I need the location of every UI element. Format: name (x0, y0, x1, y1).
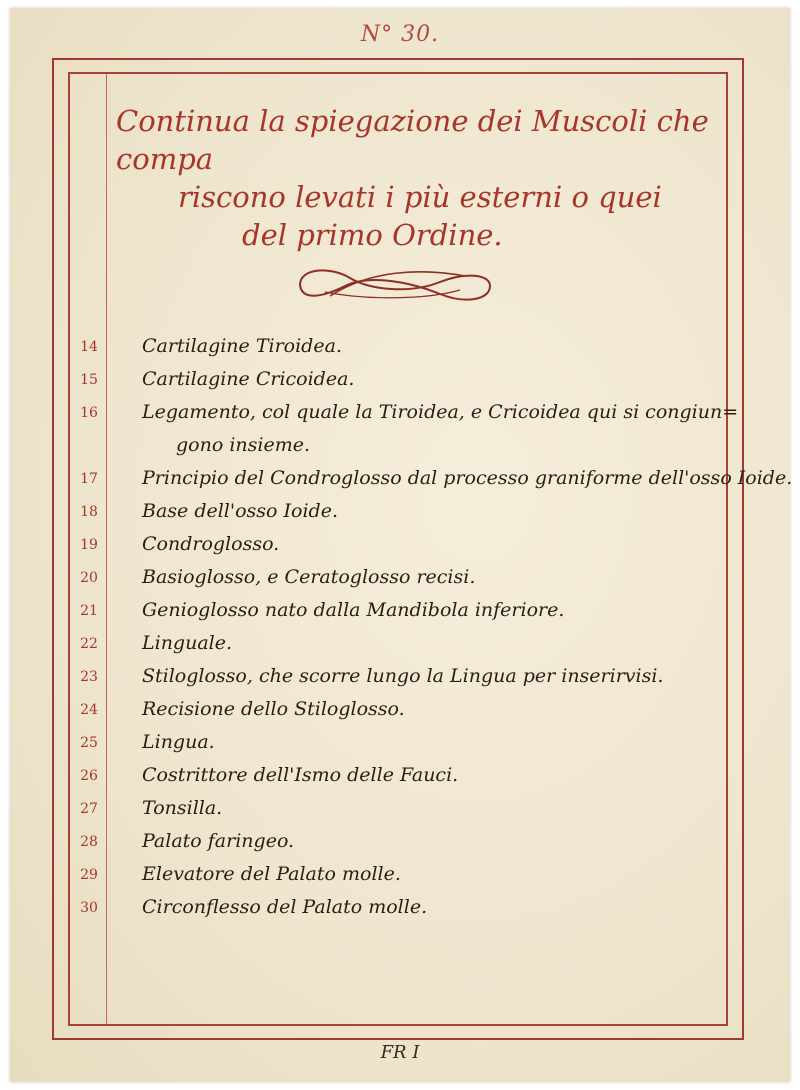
entry-text: Principio del Condroglosso dal processo graniforme dell'osso Ioide. (142, 467, 793, 489)
entry-text: Cartilagine Cricoidea. (142, 368, 355, 390)
entry-text: Basioglosso, e Ceratoglosso recisi. (142, 566, 476, 588)
entry-number: 24 (80, 702, 98, 718)
entry-text: Elevatore del Palato molle. (142, 863, 401, 885)
entry-number: 25 (80, 735, 98, 751)
entry-number: 15 (80, 372, 98, 388)
entry-text: Lingua. (142, 731, 215, 753)
entry-number: 21 (80, 603, 98, 619)
footer-mark: FR I (380, 1042, 420, 1063)
entry-number: 27 (80, 801, 98, 817)
entry-number: 19 (80, 537, 98, 553)
entry-text: Stiloglosso, che scorre lungo la Lingua per inserirvisi. (142, 665, 664, 687)
entry-number: 29 (80, 867, 98, 883)
entry-number: 16 (80, 405, 98, 421)
entry-text: Circonflesso del Palato molle. (142, 896, 428, 918)
entry-number: 18 (80, 504, 98, 520)
entry-number: 20 (80, 570, 98, 586)
entry-text-continuation: gono insieme. (176, 434, 311, 456)
entry-text: Recisione dello Stiloglosso. (142, 698, 405, 720)
page-heading (116, 102, 716, 254)
entry-text: Palato faringeo. (142, 830, 295, 852)
entry-text: Costrittore dell'Ismo delle Fauci. (142, 764, 459, 786)
entry-number: 17 (80, 471, 98, 487)
entry-number: 26 (80, 768, 98, 784)
decorative-flourish-icon (290, 260, 500, 310)
entry-text: Base dell'osso Ioide. (142, 500, 338, 522)
entry-text: Tonsilla. (142, 797, 223, 819)
heading-line-2: riscono levati i più esterni o quei (178, 180, 662, 214)
entry-text: Cartilagine Tiroidea. (142, 335, 342, 357)
entry-number: 14 (80, 339, 98, 355)
entry-text: Linguale. (142, 632, 233, 654)
entry-number: 22 (80, 636, 98, 652)
page-number: N° 30. (360, 22, 440, 47)
entry-text: Condroglosso. (142, 533, 280, 555)
entry-number: 28 (80, 834, 98, 850)
entry-text: Genioglosso nato dalla Mandibola inferiore. (142, 599, 565, 621)
margin-rule (106, 74, 107, 1024)
entry-text: Legamento, col quale la Tiroidea, e Cricoidea qui si congiun= (142, 401, 739, 423)
entry-number: 30 (80, 900, 98, 916)
entry-number: 23 (80, 669, 98, 685)
heading-line-1: Continua la spiegazione dei Muscoli che compa (116, 104, 709, 176)
heading-line-3: del primo Ordine. (242, 218, 503, 252)
